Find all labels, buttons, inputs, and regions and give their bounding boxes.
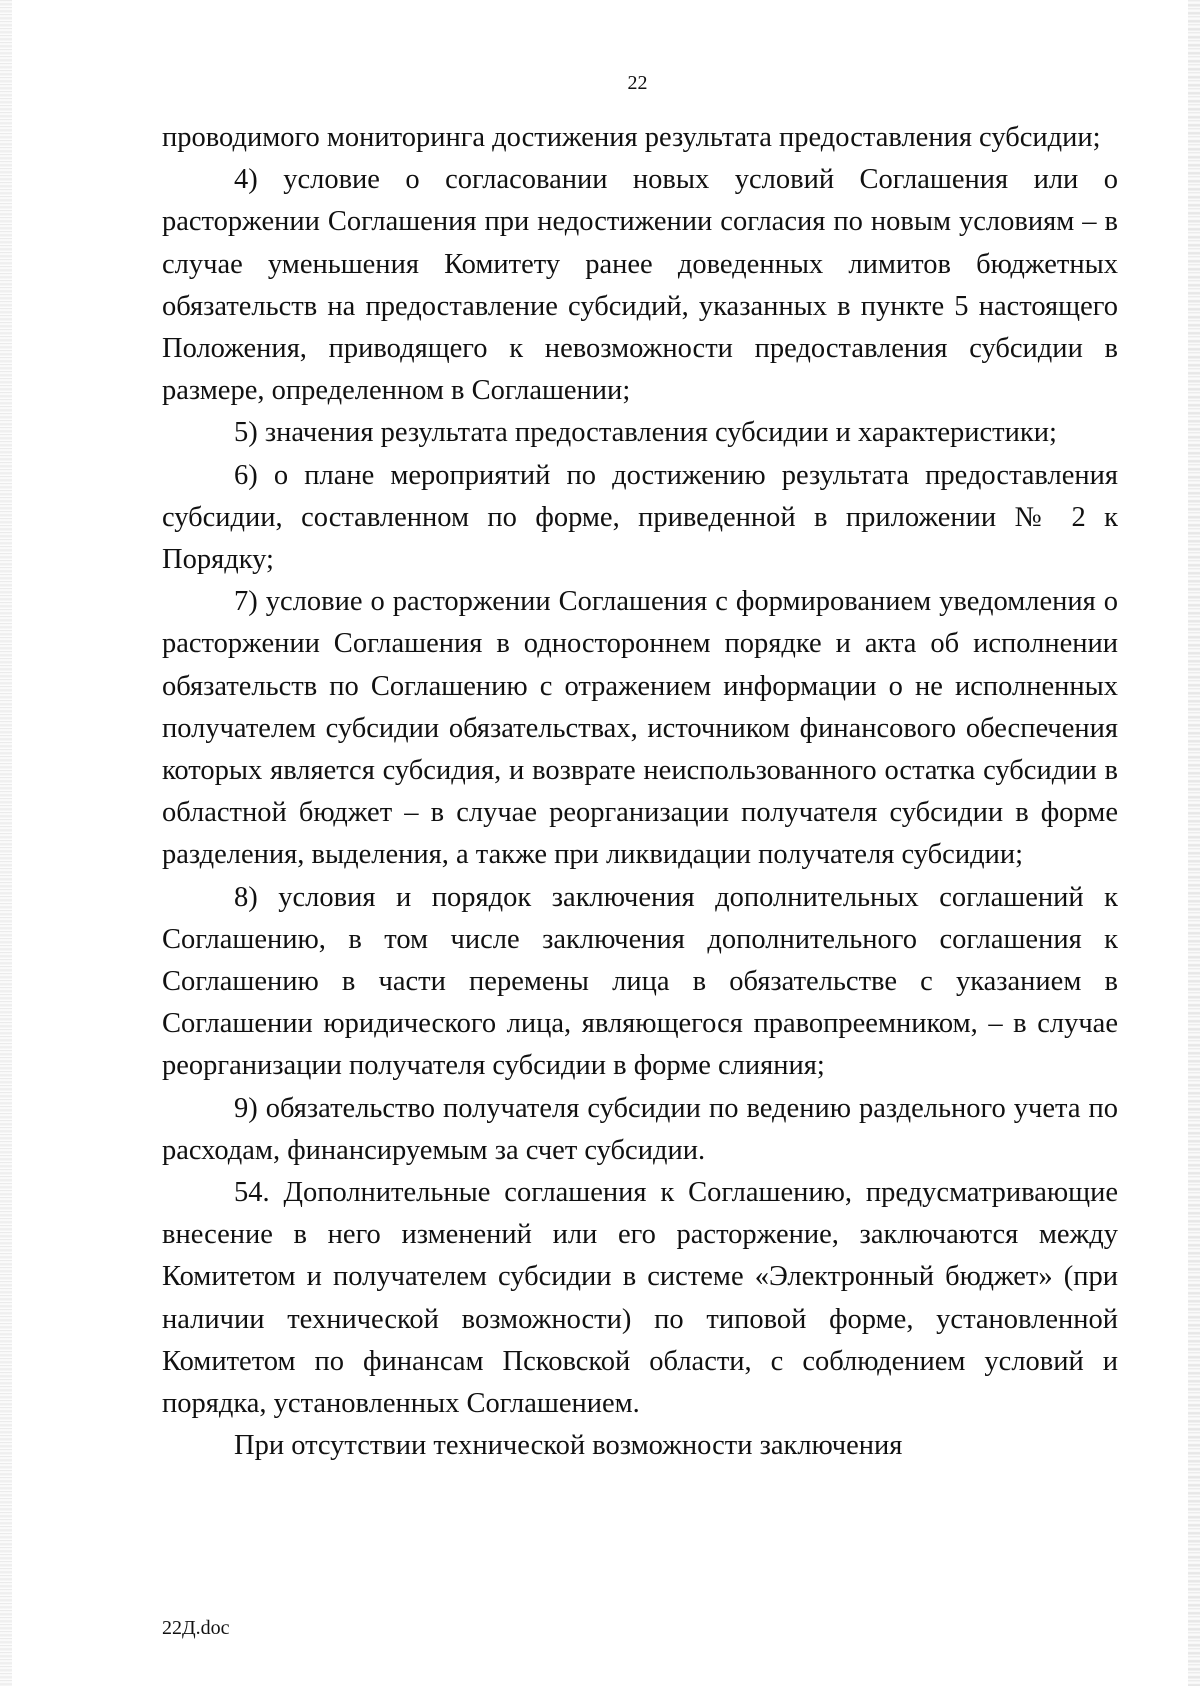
paragraph-item-9: 9) обязательство получателя субсидии по ведению раздельного учета по расходам, финансируемым за счет субсидии. (162, 1092, 1118, 1166)
paragraph-final: При отсутствии технической возможности заключения (234, 1430, 903, 1462)
paragraph-item-5: 5) значения результата предоставления субсидии и характеристики; (234, 417, 1057, 449)
paragraph-item-6: 6) о плане мероприятий по достижению результата предоставления субсидии, составленном по форме, приведенной в приложении № 2 к Порядку; (162, 459, 1118, 576)
footer-filename: 22Д.doc (162, 1617, 230, 1639)
paragraph-item-7: 7) условие о расторжении Соглашения с формированием уведомления о расторжении Соглашения в одностороннем порядке и акта об исполнении обязательств по Соглашению с отражением информации о не исполненных получателем субсидии обязательствах, источником финансового обеспечения которых является субсидия, и возврате неиспользованного остатка субсидии в областной бюджет – в случае реорганизации получателя субсидии в форме разделения, выделения, а также при ликвидации получателя субсидии; (162, 586, 1118, 871)
scan-edge-right (1188, 0, 1200, 1686)
paragraph-item-4: 4) условие о согласовании новых условий Соглашения или о расторжении Соглашения при недостижении согласия по новым условиям – в случае уменьшения Комитету ранее доведенных лимитов бюджетных обязательств на предоставление субсидий, указанных в пункте 5 настоящего Положения, приводящего к невозможности предоставления субсидии в размере, определенном в Соглашении; (162, 164, 1118, 407)
paragraph-item-8: 8) условия и порядок заключения дополнительных соглашений к Соглашению, в том числе заключения дополнительного соглашения к Соглашению в части перемены лица в обязательстве с указанием в Соглашении юридического лица, являющегося правопреемником, – в случае реорганизации получателя субсидии в форме слияния; (162, 881, 1118, 1082)
document-body (162, 117, 1118, 1468)
paragraph-continuation: проводимого мониторинга достижения результата предоставления субсидии; (162, 122, 1101, 153)
paragraph-clause-54: 54. Дополнительные соглашения к Соглашению, предусматривающие внесение в него изменений или его расторжение, заключаются между Комитетом и получателем субсидии в системе «Электронный бюджет» (при наличии технической возможности) по типовой форме, установленной Комитетом по финансам Псковской области, с соблюдением условий и порядка, установленных Соглашением. (162, 1177, 1118, 1420)
page-number: 22 (627, 72, 648, 94)
scan-edge-left (0, 0, 12, 1686)
